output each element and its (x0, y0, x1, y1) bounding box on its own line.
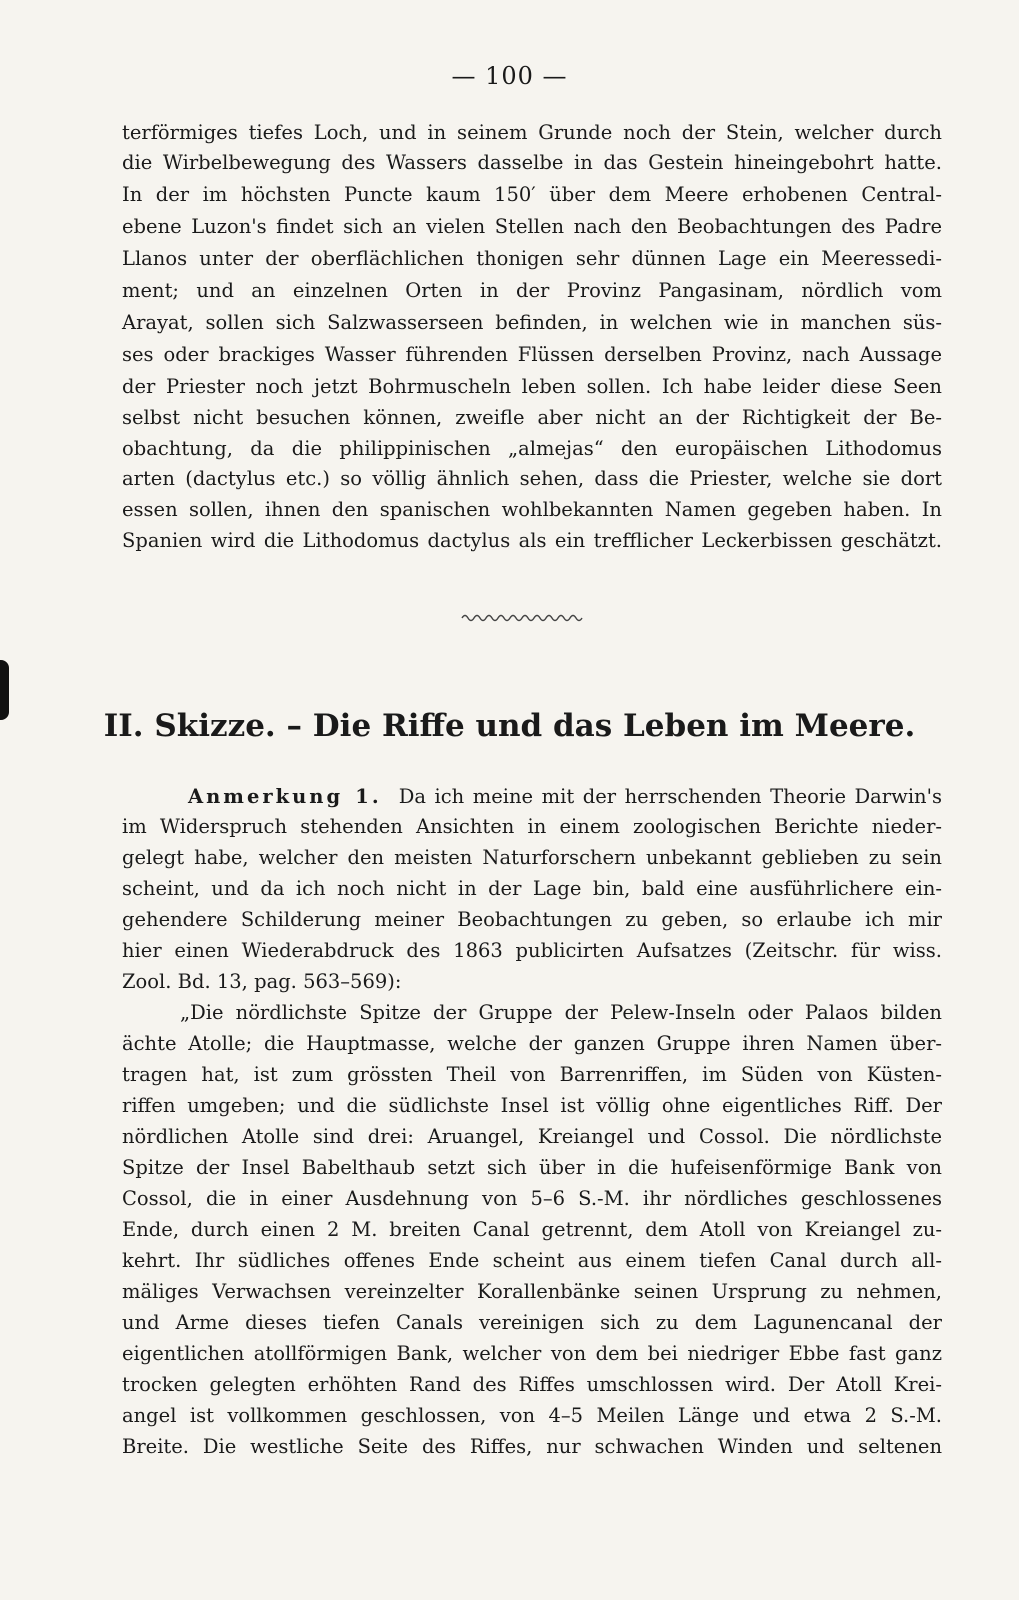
text-line: mäliges Verwachsen vereinzelter Korallenbänke seinen Ursprung zu nehmen, (122, 1280, 942, 1303)
wavy-divider (460, 612, 586, 624)
text-line: Cossol, die in einer Ausdehnung von 5–6 S.-M. ihr nördliches geschlossenes (122, 1187, 942, 1210)
text-line: Zool. Bd. 13, pag. 563–569): (122, 970, 402, 993)
text-line: riffen umgeben; und die südlichste Insel ist völlig ohne eigentliches Riff. Der (122, 1094, 942, 1117)
text-line: ses oder brackiges Wasser führenden Flüssen derselben Provinz, nach Aussage (122, 343, 942, 366)
text-line: hier einen Wiederabdruck des 1863 publicirten Aufsatzes (Zeitschr. für wiss. (122, 939, 942, 962)
text-line: In der im höchsten Puncte kaum 150′ über dem Meere erhobenen Central- (122, 183, 942, 206)
text-line: angel ist vollkommen geschlossen, von 4–5 Meilen Länge und etwa 2 S.-M. (122, 1404, 942, 1427)
text-line: die Wirbelbewegung des Wassers dasselbe in das Gestein hineingebohrt hatte. (122, 151, 942, 174)
section-heading: II. Skizze. – Die Riffe und das Leben im Meere. (103, 708, 916, 744)
text-line: ment; und an einzelnen Orten in der Provinz Pangasinam, nördlich vom (122, 279, 942, 302)
text-line: kehrt. Ihr südliches offenes Ende scheint aus einem tiefen Canal durch all- (122, 1249, 942, 1272)
text-line: gehendere Schilderung meiner Beobachtungen zu geben, so erlaube ich mir (122, 908, 942, 931)
text-line: und Arme dieses tiefen Canals vereinigen sich zu dem Lagunencanal der (122, 1311, 942, 1334)
text-line: „Die nördlichste Spitze der Gruppe der Pelew-Inseln oder Palaos bilden (180, 1001, 942, 1024)
text-line: tragen hat, ist zum grössten Theil von Barrenriffen, im Süden von Küsten- (122, 1063, 942, 1086)
text-line: ebene Luzon's findet sich an vielen Stellen nach den Beobachtungen des Padre (122, 215, 942, 238)
text-line: scheint, und da ich noch nicht in der Lage bin, bald eine ausführlichere ein- (122, 877, 942, 900)
text-line: Breite. Die westliche Seite des Riffes, nur schwachen Winden und seltenen (122, 1435, 942, 1458)
text-line: Spanien wird die Lithodomus dactylus als ein trefflicher Leckerbissen geschätzt. (122, 529, 942, 552)
anmerkung-label: Anmerkung 1. (188, 785, 382, 808)
text-line: Llanos unter der oberflächlichen thonigen sehr dünnen Lage ein Meeressedi- (122, 247, 942, 270)
text-line: Ende, durch einen 2 M. breiten Canal getrennt, dem Atoll von Kreiangel zu- (122, 1218, 942, 1241)
text-line: nördlichen Atolle sind drei: Aruangel, Kreiangel und Cossol. Die nördlichste (122, 1125, 942, 1148)
text-line: terförmiges tiefes Loch, und in seinem Grunde noch der Stein, welcher durch (122, 121, 942, 144)
text-line: Arayat, sollen sich Salzwasserseen befinden, in welchen wie in manchen süs- (122, 311, 942, 334)
text-line: gelegt habe, welcher den meisten Naturforschern unbekannt geblieben zu sein (122, 846, 942, 869)
text-line: selbst nicht besuchen können, zweifle aber nicht an der Richtigkeit der Be- (122, 406, 942, 429)
text-line: Spitze der Insel Babelthaub setzt sich über in die hufeisenförmige Bank von (122, 1156, 942, 1179)
text-line: essen sollen, ihnen den spanischen wohlbekannten Namen gegeben haben. In (122, 498, 942, 521)
text-line (122, 784, 942, 812)
anmerkung-first-line: Da ich meine mit der herrschenden Theorie Darwin's (398, 785, 942, 808)
page-number: — 100 — (451, 62, 568, 90)
text-line: im Widerspruch stehenden Ansichten in einem zoologischen Berichte nieder- (122, 815, 942, 838)
text-line: obachtung, da die philippinischen „almejas“ den europäischen Lithodomus (122, 437, 942, 460)
text-line: ächte Atolle; die Hauptmasse, welche der ganzen Gruppe ihren Namen über- (122, 1032, 942, 1055)
text-line: eigentlichen atollförmigen Bank, welcher von dem bei niedriger Ebbe fast ganz (122, 1342, 942, 1365)
text-line: der Priester noch jetzt Bohrmuscheln leben sollen. Ich habe leider diese Seen (122, 375, 942, 398)
text-line: arten (dactylus etc.) so völlig ähnlich sehen, dass die Priester, welche sie dort (122, 467, 942, 490)
text-line: trocken gelegten erhöhten Rand des Riffes umschlossen wird. Der Atoll Krei- (122, 1373, 942, 1396)
